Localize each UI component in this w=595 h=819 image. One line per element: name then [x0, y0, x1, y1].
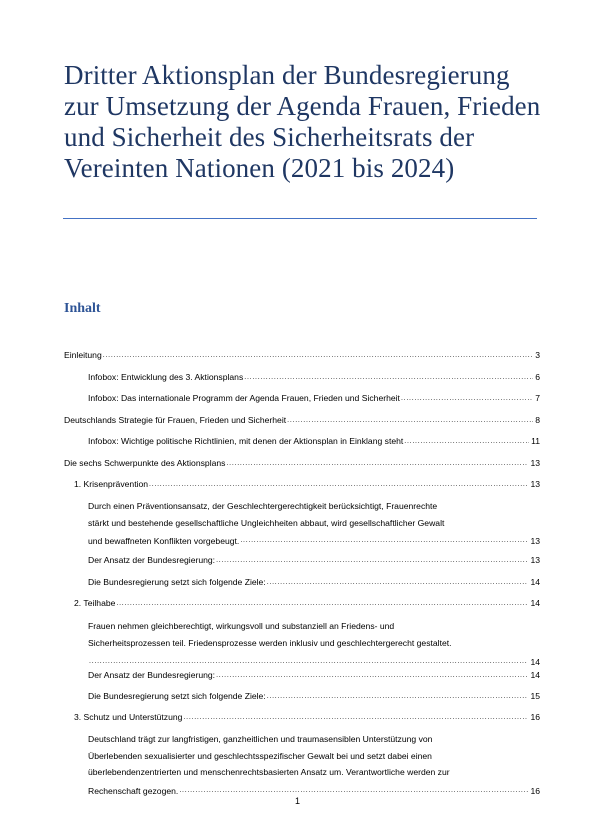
- toc-page-number: 14: [530, 577, 540, 587]
- toc-page-number: 6: [535, 372, 540, 382]
- toc-entry-infobox-entwicklung[interactable]: [64, 371, 540, 383]
- toc-page-number: 3: [535, 350, 540, 360]
- toc-leader: [401, 392, 533, 404]
- page-number: 1: [294, 796, 300, 806]
- toc-entry-text: Infobox: Wichtige politische Richtlinien, mit denen der Aktionsplan in Einklang steht: [88, 436, 404, 446]
- toc-entry-line: Durch einen Präventionsansatz, der Geschlechtergerechtigkeit berücksichtigt, Frauenrechte: [88, 501, 438, 511]
- toc-leader: [267, 576, 529, 588]
- toc-page-number: 14: [530, 670, 540, 680]
- toc-entry-ansatz-2[interactable]: [64, 669, 540, 681]
- toc-entry-infobox-programm[interactable]: [64, 392, 540, 404]
- toc-page-number: 11: [531, 436, 540, 446]
- toc-leader: [183, 711, 528, 723]
- toc-entry-unterstuetzung[interactable]: [64, 731, 540, 799]
- toc-page-number: 13: [530, 536, 540, 546]
- toc-leader: [240, 531, 528, 550]
- toc-leader: [89, 651, 528, 671]
- toc-entry-text: Die Bundesregierung setzt sich folgende Ziele:: [88, 691, 266, 701]
- toc-leader: [244, 371, 533, 383]
- toc-entry-line: Sicherheitsprozessen teil. Friedensprozesse werden inklusiv und geschlechtergerecht gestaltet.: [88, 637, 452, 648]
- toc-entry-text: Einleitung: [64, 350, 102, 360]
- toc-leader: [216, 669, 528, 681]
- toc-entry-schwerpunkte[interactable]: [64, 457, 540, 469]
- toc-entry-text: 2. Teilhabe: [74, 598, 116, 608]
- toc-page-number: 16: [530, 785, 540, 796]
- toc-page-number: 16: [530, 712, 540, 722]
- toc-page-number: 14: [530, 598, 540, 608]
- toc-entry-text: Der Ansatz der Bundesregierung:: [88, 670, 216, 680]
- toc-entry-strategie[interactable]: [64, 414, 540, 426]
- toc-entry-text: Die sechs Schwerpunkte des Aktionsplans: [64, 458, 226, 468]
- toc-leader: [216, 554, 528, 566]
- toc-entry-teilhabe[interactable]: [64, 597, 540, 609]
- toc-entry-line: Rechenschaft gezogen.: [88, 785, 179, 796]
- toc-entry-text: Deutschlands Strategie für Frauen, Frieden und Sicherheit: [64, 415, 287, 425]
- toc-entry-line: Überlebenden sexualisierter und geschlechtsspezifischer Gewalt bei und setzt dabei einen: [88, 750, 432, 761]
- toc-page-number: 14: [530, 657, 540, 667]
- toc-leader: [103, 349, 533, 361]
- toc-heading: Inhalt: [64, 301, 101, 316]
- toc-page-number: 13: [530, 479, 540, 489]
- toc-entry-praeventionsansatz[interactable]: [64, 498, 540, 550]
- document-title: Dritter Aktionsplan der Bundesregierung zur Umsetzung der Agenda Frauen, Frieden und Sicherheit des Sicherheitsrats der Vereinten Nationen (2021 bis 2024): [64, 60, 541, 183]
- toc-entry-text: 1. Krisenprävention: [74, 479, 149, 489]
- toc-entry-frauen-teilhabe[interactable]: [64, 618, 540, 671]
- toc-page-number: 15: [530, 691, 540, 701]
- toc-entry-ziele-1[interactable]: [64, 576, 540, 588]
- toc-leader: [267, 690, 529, 702]
- toc-page-number: 8: [535, 415, 540, 425]
- toc-leader: [226, 457, 528, 469]
- toc-entry-text: Infobox: Entwicklung des 3. Aktionsplans: [88, 372, 244, 382]
- toc-entry-line: Deutschland trägt zur langfristigen, ganzheitlichen und traumasensiblen Unterstützung von: [88, 734, 433, 744]
- toc-leader: [149, 478, 528, 490]
- toc-entry-einleitung[interactable]: [64, 349, 540, 361]
- toc-entry-line: und bewaffneten Konflikten vorgebeugt.: [88, 536, 240, 546]
- toc-entry-infobox-richtlinien[interactable]: [64, 435, 540, 447]
- toc-entry-ziele-2[interactable]: [64, 690, 540, 702]
- toc-leader: [116, 597, 528, 609]
- toc-leader: [404, 435, 529, 447]
- toc-entry-text: Der Ansatz der Bundesregierung:: [88, 555, 216, 565]
- toc-page-number: 13: [530, 555, 540, 565]
- toc-entry-line: Frauen nehmen gleichberechtigt, wirkungsvoll und substanziell an Friedens- und: [88, 621, 395, 631]
- toc-entry-schutz[interactable]: [64, 711, 540, 723]
- title-underline: [63, 218, 537, 219]
- toc-entry-line: stärkt und bestehende gesellschaftliche Ungleichheiten abbaut, wird gesellschaftlicher Gewalt: [88, 517, 445, 528]
- toc-entry-text: 3. Schutz und Unterstützung: [74, 712, 183, 722]
- toc-page-number: 13: [530, 458, 540, 468]
- toc-entry-line: überlebendenzentrierten und menschenrechtsbasierten Ansatz um. Verantwortliche werden zur: [88, 767, 450, 777]
- toc-entry-text: Infobox: Das internationale Programm der Agenda Frauen, Frieden und Sicherheit: [88, 393, 400, 403]
- toc-page-number: 7: [535, 393, 540, 403]
- toc-entry-ansatz-1[interactable]: [64, 554, 540, 566]
- toc-leader: [287, 414, 533, 426]
- toc-entry-krisenpraevention[interactable]: [64, 478, 540, 490]
- toc-entry-text: Die Bundesregierung setzt sich folgende Ziele:: [88, 577, 266, 587]
